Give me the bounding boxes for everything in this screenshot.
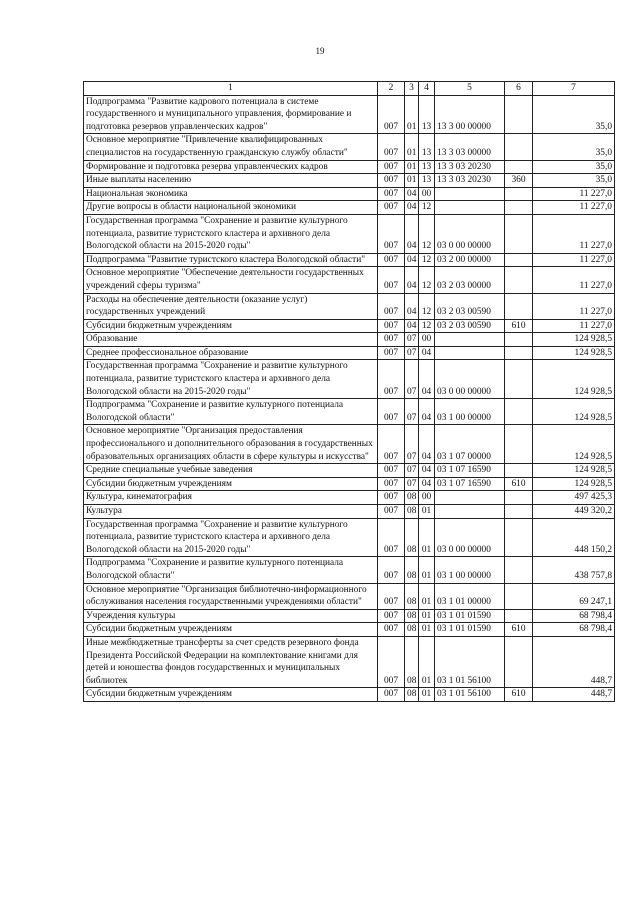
row-name: Образование xyxy=(84,333,378,347)
row-subsection-code: 12 xyxy=(419,253,435,267)
table-row xyxy=(84,609,615,623)
row-name: Учреждения культуры xyxy=(84,609,378,623)
row-expense-type: 610 xyxy=(505,623,533,637)
row-grbs-code: 007 xyxy=(378,518,405,557)
table-row xyxy=(84,636,615,687)
table-row xyxy=(84,333,615,347)
row-subsection-code: 01 xyxy=(419,688,435,702)
row-grbs-code: 007 xyxy=(378,346,405,360)
header-col-6: 6 xyxy=(505,82,533,96)
row-expense-type xyxy=(505,95,533,134)
table-row xyxy=(84,583,615,609)
row-name: Субсидии бюджетным учреждениям xyxy=(84,477,378,491)
row-section-code: 04 xyxy=(405,267,419,293)
row-grbs-code: 007 xyxy=(378,253,405,267)
row-subsection-code: 00 xyxy=(419,187,435,201)
table-row xyxy=(84,399,615,425)
row-expense-type xyxy=(505,491,533,505)
row-subsection-code: 13 xyxy=(419,95,435,134)
row-target-article: 13 3 03 20230 xyxy=(435,174,505,188)
row-name: Основное мероприятие "Привлечение квалифицированных специалистов на государственную гражданскую службу области" xyxy=(84,134,378,160)
row-name: Подпрограмма "Сохранение и развитие культурного потенциала Вологодской области" xyxy=(84,399,378,425)
row-target-article xyxy=(435,333,505,347)
row-target-article: 03 1 01 01590 xyxy=(435,623,505,637)
row-expense-type: 360 xyxy=(505,174,533,188)
row-section-code: 07 xyxy=(405,360,419,399)
budget-table xyxy=(83,81,615,702)
row-target-article: 03 2 03 00000 xyxy=(435,267,505,293)
table-header-row xyxy=(84,82,615,96)
row-grbs-code: 007 xyxy=(378,636,405,687)
row-expense-type xyxy=(505,293,533,319)
row-target-article: 03 1 00 00000 xyxy=(435,557,505,583)
row-target-article: 03 2 00 00000 xyxy=(435,253,505,267)
row-grbs-code: 007 xyxy=(378,333,405,347)
row-section-code: 07 xyxy=(405,333,419,347)
table-row xyxy=(84,319,615,333)
row-section-code: 08 xyxy=(405,583,419,609)
table-row xyxy=(84,505,615,519)
row-expense-type xyxy=(505,518,533,557)
row-target-article: 03 1 01 56100 xyxy=(435,636,505,687)
header-col-7: 7 xyxy=(533,82,615,96)
row-subsection-code: 04 xyxy=(419,477,435,491)
table-row xyxy=(84,214,615,253)
row-name: Основное мероприятие "Обеспечение деятельности государственных учреждений сферы туризма" xyxy=(84,267,378,293)
row-section-code: 08 xyxy=(405,557,419,583)
row-amount: 497 425,3 xyxy=(533,491,615,505)
row-section-code: 04 xyxy=(405,187,419,201)
table-row xyxy=(84,464,615,478)
row-subsection-code: 01 xyxy=(419,636,435,687)
row-grbs-code: 007 xyxy=(378,399,405,425)
row-amount: 438 757,8 xyxy=(533,557,615,583)
header-col-1: 1 xyxy=(84,82,378,96)
table-row xyxy=(84,95,615,134)
table-row xyxy=(84,688,615,702)
table-row xyxy=(84,346,615,360)
row-expense-type xyxy=(505,636,533,687)
row-grbs-code: 007 xyxy=(378,688,405,702)
row-target-article: 03 0 00 00000 xyxy=(435,214,505,253)
row-target-article xyxy=(435,201,505,215)
row-target-article: 03 1 07 00000 xyxy=(435,425,505,464)
row-amount: 448 150,2 xyxy=(533,518,615,557)
row-subsection-code: 01 xyxy=(419,623,435,637)
row-expense-type xyxy=(505,214,533,253)
header-col-4: 4 xyxy=(419,82,435,96)
row-name: Расходы на обеспечение деятельности (оказание услуг) государственных учреждений xyxy=(84,293,378,319)
row-name: Иные выплаты населению xyxy=(84,174,378,188)
row-amount: 124 928,5 xyxy=(533,360,615,399)
row-target-article: 03 1 01 01590 xyxy=(435,609,505,623)
row-target-article xyxy=(435,505,505,519)
table-row xyxy=(84,623,615,637)
row-amount: 68 798,4 xyxy=(533,609,615,623)
row-section-code: 04 xyxy=(405,201,419,215)
row-target-article: 03 1 07 16590 xyxy=(435,477,505,491)
row-subsection-code: 01 xyxy=(419,609,435,623)
row-expense-type xyxy=(505,160,533,174)
row-amount: 35,0 xyxy=(533,174,615,188)
row-subsection-code: 04 xyxy=(419,346,435,360)
row-name: Формирование и подготовка резерва управленческих кадров xyxy=(84,160,378,174)
row-name: Иные межбюджетные трансферты за счет средств резервного фонда Президента Российской Федерации на комплектование книгами для детей и юношества фондов государственных и муниципальных библиотек xyxy=(84,636,378,687)
row-grbs-code: 007 xyxy=(378,477,405,491)
row-expense-type: 610 xyxy=(505,319,533,333)
row-section-code: 04 xyxy=(405,214,419,253)
row-name: Среднее профессиональное образование xyxy=(84,346,378,360)
table-row xyxy=(84,518,615,557)
table-row xyxy=(84,491,615,505)
row-subsection-code: 12 xyxy=(419,214,435,253)
row-section-code: 07 xyxy=(405,477,419,491)
row-target-article: 03 1 01 00000 xyxy=(435,583,505,609)
table-row xyxy=(84,477,615,491)
row-target-article xyxy=(435,187,505,201)
row-section-code: 08 xyxy=(405,609,419,623)
row-grbs-code: 007 xyxy=(378,134,405,160)
row-subsection-code: 04 xyxy=(419,360,435,399)
header-col-3: 3 xyxy=(405,82,419,96)
row-expense-type xyxy=(505,583,533,609)
row-name: Субсидии бюджетным учреждениям xyxy=(84,319,378,333)
table-row xyxy=(84,360,615,399)
row-target-article: 03 1 07 16590 xyxy=(435,464,505,478)
row-subsection-code: 12 xyxy=(419,319,435,333)
row-expense-type xyxy=(505,609,533,623)
row-name: Государственная программа "Сохранение и развитие культурного потенциала, развитие туристского кластера и архивного дела Вологодской области на 2015-2020 годы" xyxy=(84,214,378,253)
row-subsection-code: 12 xyxy=(419,293,435,319)
row-amount: 35,0 xyxy=(533,134,615,160)
row-grbs-code: 007 xyxy=(378,214,405,253)
row-subsection-code: 01 xyxy=(419,583,435,609)
row-expense-type: 610 xyxy=(505,688,533,702)
table-body xyxy=(84,95,615,701)
row-amount: 11 227,0 xyxy=(533,267,615,293)
row-grbs-code: 007 xyxy=(378,267,405,293)
row-grbs-code: 007 xyxy=(378,623,405,637)
row-expense-type xyxy=(505,346,533,360)
row-grbs-code: 007 xyxy=(378,293,405,319)
row-amount: 124 928,5 xyxy=(533,346,615,360)
row-grbs-code: 007 xyxy=(378,491,405,505)
row-section-code: 01 xyxy=(405,95,419,134)
row-grbs-code: 007 xyxy=(378,160,405,174)
row-subsection-code: 04 xyxy=(419,425,435,464)
row-section-code: 07 xyxy=(405,346,419,360)
table-row xyxy=(84,201,615,215)
row-subsection-code: 00 xyxy=(419,491,435,505)
row-subsection-code: 04 xyxy=(419,399,435,425)
header-col-2: 2 xyxy=(378,82,405,96)
row-amount: 11 227,0 xyxy=(533,253,615,267)
table-row xyxy=(84,557,615,583)
row-grbs-code: 007 xyxy=(378,187,405,201)
row-subsection-code: 01 xyxy=(419,518,435,557)
table-row xyxy=(84,267,615,293)
row-section-code: 08 xyxy=(405,636,419,687)
row-name: Основное мероприятие "Организация предоставления профессионального и дополнительного образования в государственных образовательных организациях области в сфере культуры и искусства" xyxy=(84,425,378,464)
row-amount: 448,7 xyxy=(533,636,615,687)
row-grbs-code: 007 xyxy=(378,174,405,188)
row-subsection-code: 13 xyxy=(419,174,435,188)
row-expense-type xyxy=(505,134,533,160)
row-amount: 124 928,5 xyxy=(533,333,615,347)
row-amount: 35,0 xyxy=(533,95,615,134)
row-subsection-code: 01 xyxy=(419,557,435,583)
row-expense-type xyxy=(505,464,533,478)
row-expense-type xyxy=(505,425,533,464)
row-target-article: 03 2 03 00590 xyxy=(435,293,505,319)
row-name: Культура, кинематография xyxy=(84,491,378,505)
row-amount: 68 798,4 xyxy=(533,623,615,637)
row-section-code: 01 xyxy=(405,134,419,160)
row-name: Национальная экономика xyxy=(84,187,378,201)
row-section-code: 08 xyxy=(405,518,419,557)
row-expense-type xyxy=(505,187,533,201)
row-target-article: 13 3 00 00000 xyxy=(435,95,505,134)
table-row xyxy=(84,134,615,160)
row-section-code: 08 xyxy=(405,505,419,519)
row-amount: 448,7 xyxy=(533,688,615,702)
row-amount: 124 928,5 xyxy=(533,425,615,464)
row-grbs-code: 007 xyxy=(378,557,405,583)
row-expense-type xyxy=(505,201,533,215)
row-name: Субсидии бюджетным учреждениям xyxy=(84,623,378,637)
row-grbs-code: 007 xyxy=(378,95,405,134)
table-row xyxy=(84,253,615,267)
row-amount: 11 227,0 xyxy=(533,293,615,319)
row-subsection-code: 04 xyxy=(419,464,435,478)
row-section-code: 08 xyxy=(405,623,419,637)
row-amount: 11 227,0 xyxy=(533,187,615,201)
row-target-article: 13 3 03 20230 xyxy=(435,160,505,174)
row-amount: 35,0 xyxy=(533,160,615,174)
row-grbs-code: 007 xyxy=(378,609,405,623)
header-col-5: 5 xyxy=(435,82,505,96)
table-row xyxy=(84,293,615,319)
table-row xyxy=(84,174,615,188)
row-section-code: 08 xyxy=(405,491,419,505)
row-target-article: 03 2 03 00590 xyxy=(435,319,505,333)
row-name: Подпрограмма "Сохранение и развитие культурного потенциала Вологодской области" xyxy=(84,557,378,583)
row-name: Субсидии бюджетным учреждениям xyxy=(84,688,378,702)
row-grbs-code: 007 xyxy=(378,505,405,519)
row-name: Средние специальные учебные заведения xyxy=(84,464,378,478)
row-section-code: 01 xyxy=(405,174,419,188)
row-section-code: 08 xyxy=(405,688,419,702)
row-grbs-code: 007 xyxy=(378,201,405,215)
row-target-article: 03 0 00 00000 xyxy=(435,518,505,557)
row-section-code: 07 xyxy=(405,464,419,478)
page-number: 19 xyxy=(315,46,325,56)
row-amount: 449 320,2 xyxy=(533,505,615,519)
row-amount: 124 928,5 xyxy=(533,464,615,478)
row-name: Культура xyxy=(84,505,378,519)
row-section-code: 04 xyxy=(405,319,419,333)
row-name: Основное мероприятие "Организация библиотечно-информационного обслуживания населения государственными учреждениями области" xyxy=(84,583,378,609)
row-subsection-code: 13 xyxy=(419,134,435,160)
row-expense-type xyxy=(505,333,533,347)
row-expense-type xyxy=(505,399,533,425)
row-subsection-code: 01 xyxy=(419,505,435,519)
row-target-article xyxy=(435,491,505,505)
row-target-article: 03 1 00 00000 xyxy=(435,399,505,425)
row-amount: 11 227,0 xyxy=(533,201,615,215)
row-subsection-code: 12 xyxy=(419,267,435,293)
row-name: Другие вопросы в области национальной экономики xyxy=(84,201,378,215)
row-amount: 69 247,1 xyxy=(533,583,615,609)
row-subsection-code: 13 xyxy=(419,160,435,174)
row-amount: 124 928,5 xyxy=(533,399,615,425)
row-expense-type xyxy=(505,557,533,583)
row-grbs-code: 007 xyxy=(378,360,405,399)
row-name: Государственная программа "Сохранение и развитие культурного потенциала, развитие туристского кластера и архивного дела Вологодской области на 2015-2020 годы" xyxy=(84,518,378,557)
table-row xyxy=(84,187,615,201)
row-amount: 11 227,0 xyxy=(533,214,615,253)
row-grbs-code: 007 xyxy=(378,583,405,609)
row-amount: 11 227,0 xyxy=(533,319,615,333)
row-grbs-code: 007 xyxy=(378,319,405,333)
row-subsection-code: 00 xyxy=(419,333,435,347)
row-name: Подпрограмма "Развитие кадрового потенциала в системе государственного и муниципального управления, формирование и подготовка резервов управленческих кадров" xyxy=(84,95,378,134)
row-section-code: 04 xyxy=(405,293,419,319)
row-grbs-code: 007 xyxy=(378,464,405,478)
row-section-code: 07 xyxy=(405,399,419,425)
row-section-code: 04 xyxy=(405,253,419,267)
row-subsection-code: 12 xyxy=(419,201,435,215)
row-expense-type xyxy=(505,267,533,293)
row-section-code: 01 xyxy=(405,160,419,174)
row-expense-type xyxy=(505,360,533,399)
row-target-article: 03 0 00 00000 xyxy=(435,360,505,399)
row-target-article: 03 1 01 56100 xyxy=(435,688,505,702)
row-target-article xyxy=(435,346,505,360)
table-row xyxy=(84,425,615,464)
row-amount: 124 928,5 xyxy=(533,477,615,491)
row-expense-type: 610 xyxy=(505,477,533,491)
row-section-code: 07 xyxy=(405,425,419,464)
row-target-article: 13 3 03 00000 xyxy=(435,134,505,160)
row-grbs-code: 007 xyxy=(378,425,405,464)
row-name: Государственная программа "Сохранение и развитие культурного потенциала, развитие туристского кластера и архивного дела Вологодской области на 2015-2020 годы" xyxy=(84,360,378,399)
row-expense-type xyxy=(505,505,533,519)
row-expense-type xyxy=(505,253,533,267)
table-row xyxy=(84,160,615,174)
row-name: Подпрограмма "Развитие туристского кластера Вологодской области" xyxy=(84,253,378,267)
